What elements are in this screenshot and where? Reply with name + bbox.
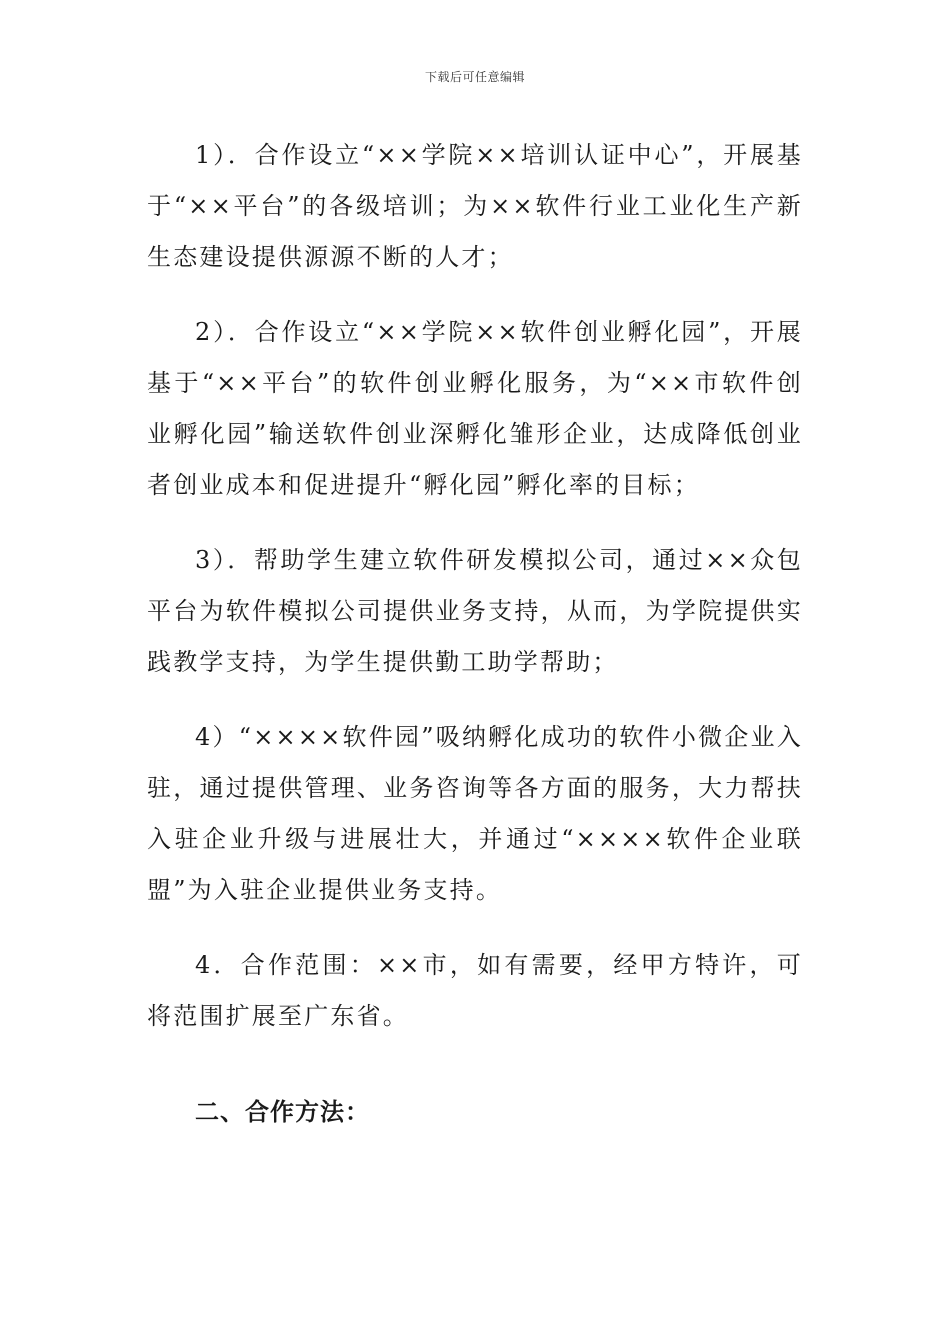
section-heading: 二、合作方法：: [195, 1098, 370, 1126]
paragraph-item-4: 4）“××××软件园”吸纳孵化成功的软件小微企业入驻，通过提供管理、业务咨询等各方面的服务，大力帮扶入驻企业升级与进展壮大，并通过“××××软件企业联盟”为入驻企业提供业务支持。: [147, 723, 803, 904]
paragraph-item-1: 1）．合作设立“××学院××培训认证中心”，开展基于“××平台”的各级培训；为××软件行业工业化生产新生态建设提供源源不断的人才；: [147, 141, 803, 271]
paragraph-item-3: 3）．帮助学生建立软件研发模拟公司，通过××众包平台为软件模拟公司提供业务支持，从而，为学院提供实践教学支持，为学生提供勤工助学帮助；: [147, 546, 803, 676]
document-body: [147, 130, 803, 1066]
paragraph-scope: 4．合作范围：××市，如有需要，经甲方特许，可将范围扩展至广东省。: [147, 951, 803, 1030]
page-header: 下载后可任意编辑: [424, 70, 525, 84]
paragraph-item-2: 2）．合作设立“××学院××软件创业孵化园”，开展基于“××平台”的软件创业孵化服务，为“××市软件创业孵化园”输送软件创业深孵化雏形企业，达成降低创业者创业成本和促进提升“孵化园”孵化率的目标；: [147, 318, 803, 499]
